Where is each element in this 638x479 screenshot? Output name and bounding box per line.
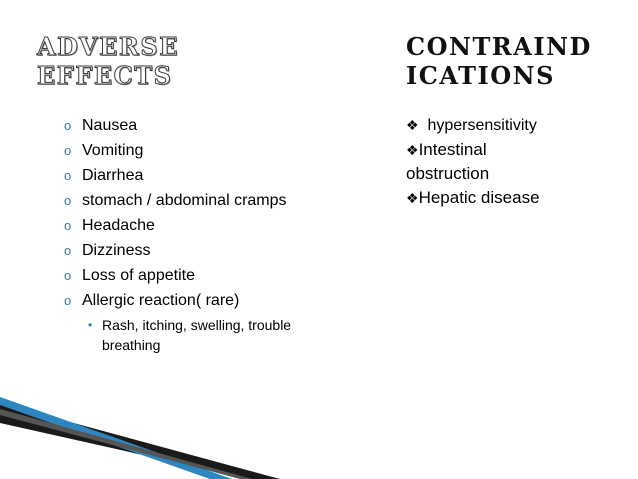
adverse-effects-heading-line1: ADVERSE <box>37 32 179 61</box>
list-item <box>64 288 364 313</box>
contraindications-list <box>406 113 606 210</box>
list-item <box>64 238 364 263</box>
contraindications-heading-line2: ICATIONS <box>406 61 555 90</box>
sub-list-item <box>86 315 342 355</box>
contraindications-heading-line1: CONTRAIND <box>406 32 592 61</box>
circle-bullet-icon: o <box>64 168 72 183</box>
list-item-text: Dizziness <box>82 242 151 259</box>
circle-bullet-icon: o <box>64 243 72 258</box>
dot-bullet-icon: • <box>88 318 93 332</box>
list-item-text: Intestinal <box>418 140 487 159</box>
list-item <box>64 263 364 288</box>
list-item-text: Allergic reaction( rare) <box>82 292 240 309</box>
diamond-bullet-icon: ❖ <box>406 190 419 206</box>
list-item <box>406 113 606 138</box>
diamond-bullet-icon: ❖ <box>406 117 419 133</box>
list-item-text: Vomiting <box>82 142 144 159</box>
sub-list-item-text: Rash, itching, swelling, trouble breathing <box>102 317 292 353</box>
list-item-text: hypersensitivity <box>427 117 537 134</box>
list-item-continuation <box>406 162 606 186</box>
list-item-text: Nausea <box>82 117 138 134</box>
list-item <box>64 113 364 138</box>
adverse-effects-list <box>64 113 364 355</box>
swoosh-grey-shape <box>0 409 252 479</box>
list-item-text: Hepatic disease <box>418 188 540 207</box>
circle-bullet-icon: o <box>64 218 72 233</box>
circle-bullet-icon: o <box>64 193 72 208</box>
list-item-text: Loss of appetite <box>82 267 195 284</box>
list-item <box>64 213 364 238</box>
decorative-swoosh <box>0 395 638 479</box>
circle-bullet-icon: o <box>64 293 72 308</box>
list-item <box>64 138 364 163</box>
list-item <box>406 186 606 210</box>
adverse-effects-heading <box>37 32 179 90</box>
list-item-text: Diarrhea <box>82 167 144 184</box>
contraindications-heading <box>406 32 592 90</box>
list-item <box>64 188 364 213</box>
list-item-text: stomach / abdominal cramps <box>82 192 287 209</box>
adverse-effects-heading-line2: EFFECTS <box>37 61 173 90</box>
list-item <box>406 138 606 162</box>
circle-bullet-icon: o <box>64 118 72 133</box>
circle-bullet-icon: o <box>64 143 72 158</box>
list-item-text: obstruction <box>406 164 490 183</box>
circle-bullet-icon: o <box>64 268 72 283</box>
diamond-bullet-icon: ❖ <box>406 142 419 158</box>
list-item-text: Headache <box>82 217 155 234</box>
list-item <box>64 163 364 188</box>
